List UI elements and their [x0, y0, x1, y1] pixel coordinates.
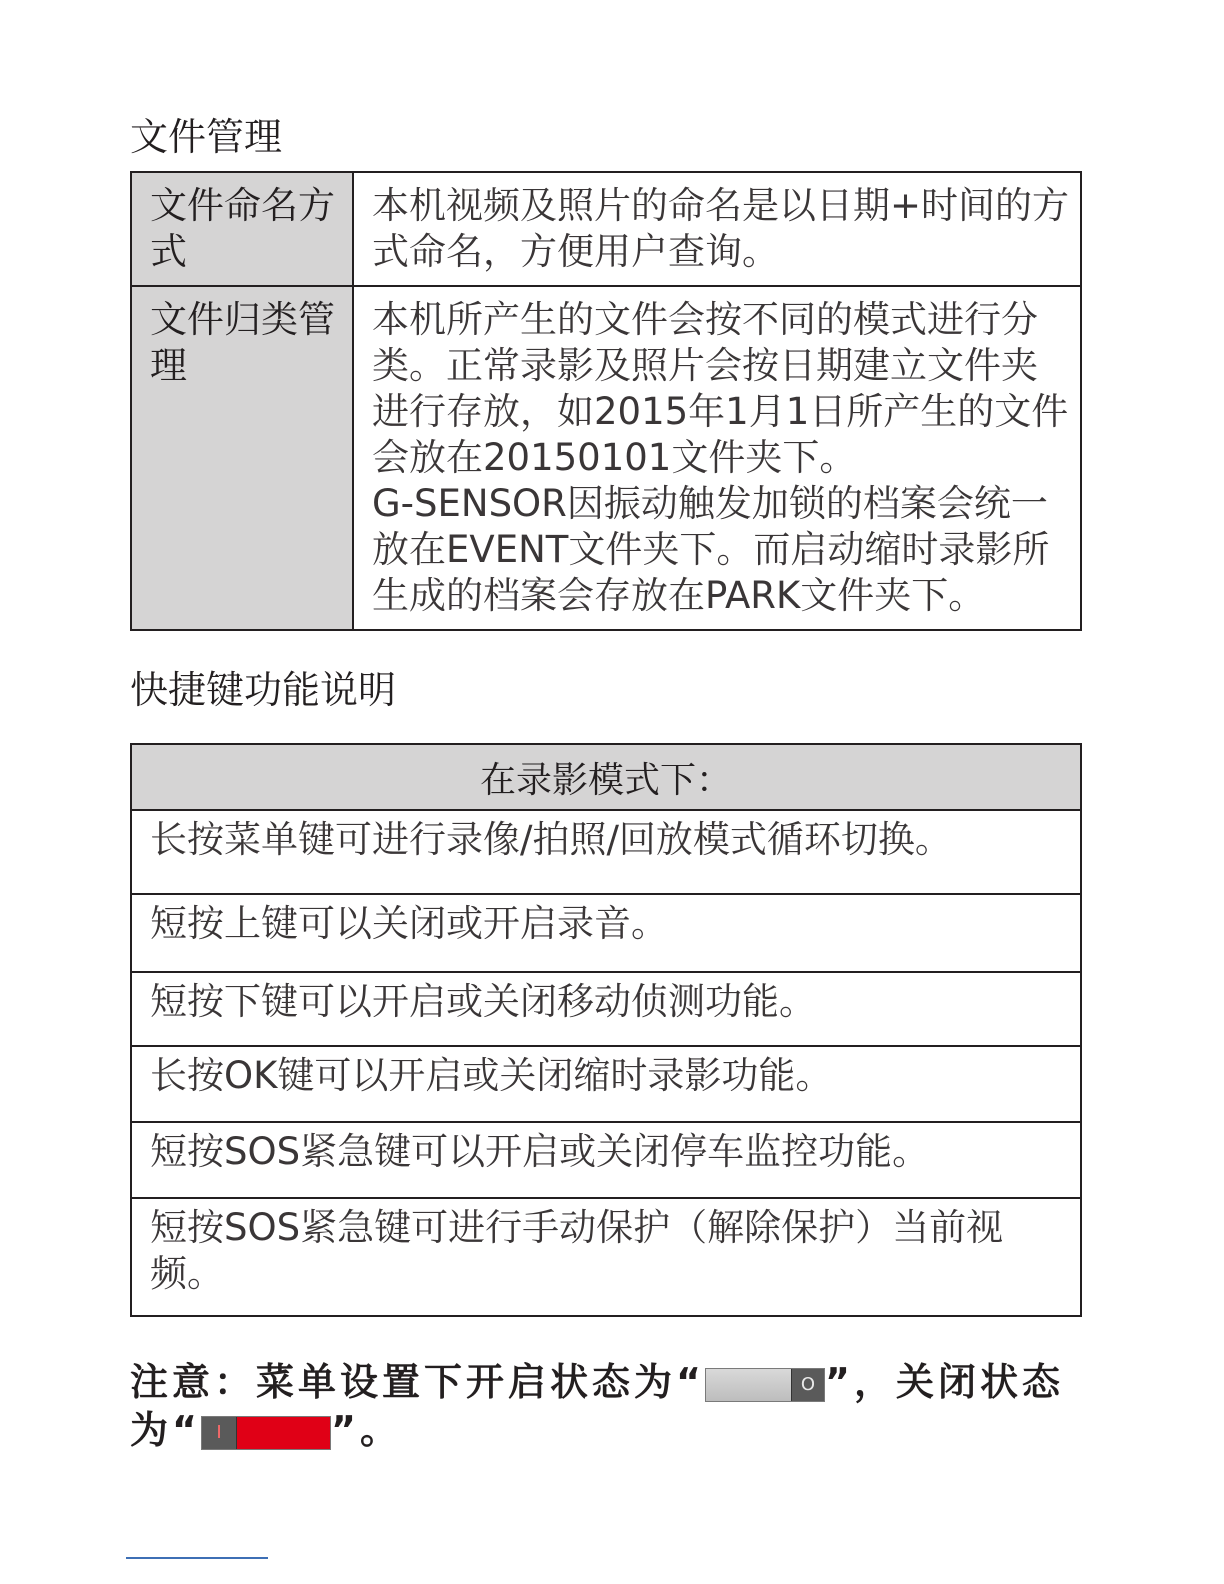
note-text-1: 注意：菜单设置下开启状态为“: [130, 1360, 705, 1404]
shortcut-table: [130, 743, 1082, 1317]
note-line-2: [130, 1406, 402, 1454]
note-text-3: 为“: [130, 1408, 201, 1452]
table-header-row: [131, 744, 1081, 810]
classification-paragraph-2: G-SENSOR因振动触发加锁的档案会统一放在EVENT文件夹下。而启动缩时录影所生成的档案会存放在PARK文件夹下。: [372, 482, 1050, 617]
file-management-table: [130, 171, 1082, 631]
toggle-off-knob: I: [202, 1417, 237, 1449]
table-row: [131, 894, 1081, 972]
toggle-on-icon: [705, 1368, 825, 1402]
footer-divider: [126, 1557, 268, 1559]
row-text-classification: [353, 286, 1081, 630]
shortcut-item: 长按OK键可以开启或关闭缩时录影功能。: [131, 1046, 1081, 1122]
table-header: 在录影模式下：: [131, 744, 1081, 810]
table-row: [131, 1046, 1081, 1122]
table-row: [131, 810, 1081, 894]
shortcut-section-title: 快捷键功能说明: [130, 668, 397, 712]
shortcut-item: 短按上键可以关闭或开启录音。: [131, 894, 1081, 972]
note-text-2: ”，关闭状态: [824, 1360, 1064, 1404]
shortcut-item: 长按菜单键可进行录像/拍照/回放模式循环切换。: [131, 810, 1081, 894]
shortcut-item: 短按SOS紧急键可进行手动保护（解除保护）当前视频。: [131, 1198, 1081, 1316]
table-row: [131, 172, 1081, 286]
shortcut-item: 短按SOS紧急键可以开启或关闭停车监控功能。: [131, 1122, 1081, 1198]
table-row: [131, 1122, 1081, 1198]
row-label-naming: 文件命名方式: [131, 172, 353, 286]
note-paragraph: [130, 1358, 1090, 1452]
table-row: [131, 1198, 1081, 1316]
toggle-on-knob: O: [791, 1369, 824, 1401]
row-label-classification: 文件归类管理: [131, 286, 353, 630]
table-row: [131, 286, 1081, 630]
shortcut-item: 短按下键可以开启或关闭移动侦测功能。: [131, 972, 1081, 1046]
row-text-naming: 本机视频及照片的命名是以日期+时间的方式命名，方便用户查询。: [353, 172, 1081, 286]
table-row: [131, 972, 1081, 1046]
classification-paragraph-1: 本机所产生的文件会按不同的模式进行分类。正常录影及照片会按日期建立文件夹进行存放，如2015年1月1日所产生的文件会放在20150101文件夹下。: [372, 298, 1069, 479]
note-text-4: ”。: [330, 1408, 402, 1452]
note-line-1: [130, 1358, 1090, 1406]
toggle-off-icon: [201, 1416, 331, 1450]
file-management-title: 文件管理: [130, 115, 283, 159]
